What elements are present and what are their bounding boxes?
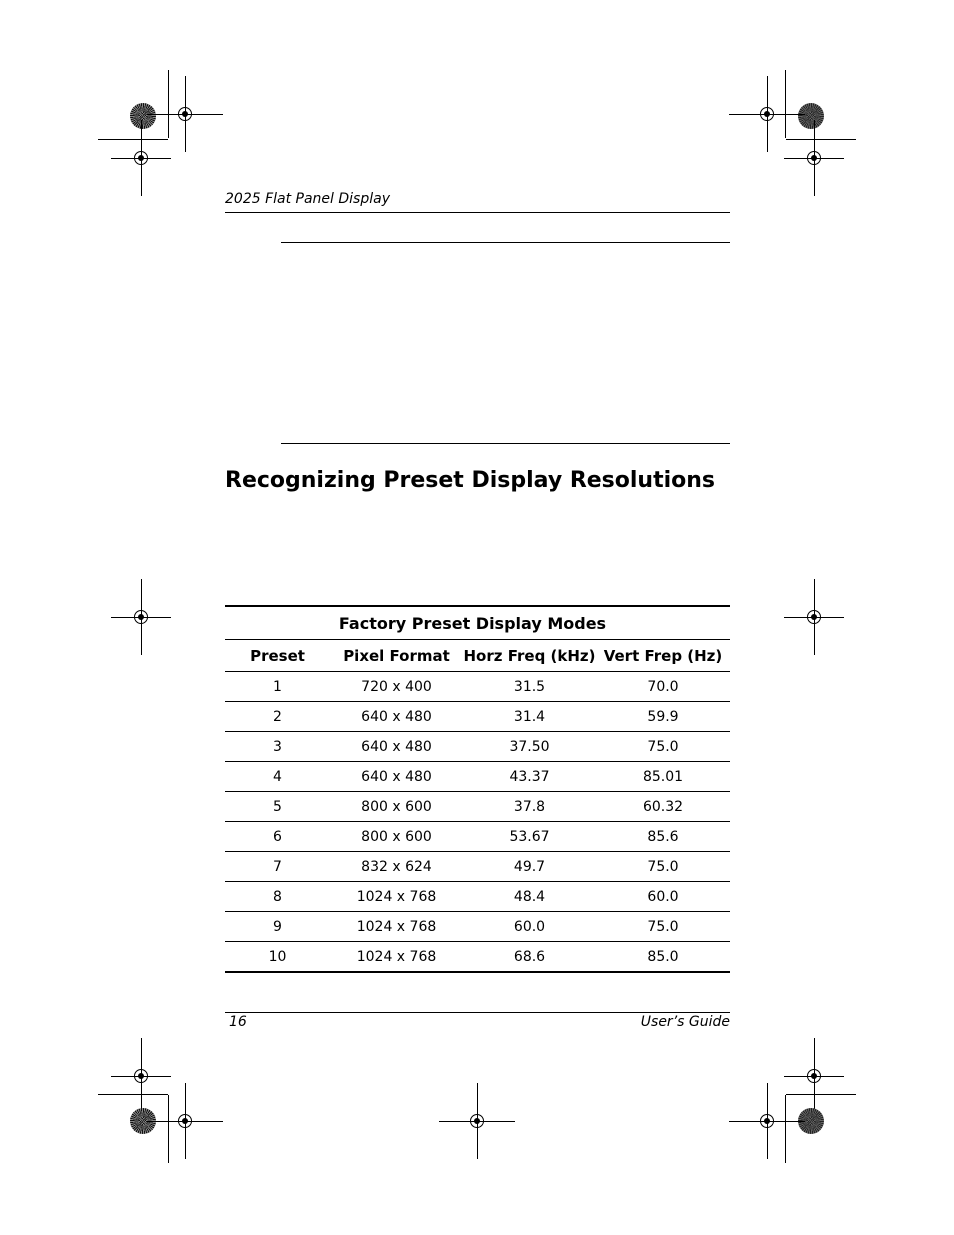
cell-preset: 6 — [225, 822, 330, 852]
cell-pixel-format: 640 x 480 — [330, 702, 463, 732]
cell-vert-freq: 60.0 — [596, 882, 730, 912]
cell-horz-freq: 31.4 — [463, 702, 596, 732]
guide-name: User’s Guide — [640, 1014, 730, 1030]
section-title: Recognizing Preset Display Resolutions — [225, 468, 716, 493]
column-header-vert-freq: Vert Frep (Hz) — [596, 640, 730, 672]
cell-preset: 8 — [225, 882, 330, 912]
table-row — [225, 672, 730, 702]
cell-horz-freq: 49.7 — [463, 852, 596, 882]
table-row — [225, 822, 730, 852]
sunburst-icon — [798, 103, 824, 129]
table-row — [225, 882, 730, 912]
cell-horz-freq: 37.8 — [463, 792, 596, 822]
table-header-row — [225, 640, 730, 672]
cell-pixel-format: 832 x 624 — [330, 852, 463, 882]
cell-vert-freq: 85.6 — [596, 822, 730, 852]
header-rule — [225, 212, 730, 213]
table-caption: Factory Preset Display Modes — [225, 606, 730, 640]
cell-pixel-format: 640 x 480 — [330, 732, 463, 762]
cell-preset: 10 — [225, 942, 330, 973]
table-row — [225, 912, 730, 942]
cell-vert-freq: 60.32 — [596, 792, 730, 822]
cell-preset: 2 — [225, 702, 330, 732]
cell-pixel-format: 1024 x 768 — [330, 912, 463, 942]
cell-vert-freq: 75.0 — [596, 732, 730, 762]
cell-vert-freq: 70.0 — [596, 672, 730, 702]
note-top-rule — [281, 242, 730, 243]
cell-preset: 4 — [225, 762, 330, 792]
table-row — [225, 792, 730, 822]
cell-horz-freq: 60.0 — [463, 912, 596, 942]
table-row — [225, 762, 730, 792]
cell-pixel-format: 640 x 480 — [330, 762, 463, 792]
cell-horz-freq: 48.4 — [463, 882, 596, 912]
cell-pixel-format: 1024 x 768 — [330, 882, 463, 912]
table-row — [225, 732, 730, 762]
cell-horz-freq: 31.5 — [463, 672, 596, 702]
cell-pixel-format: 800 x 600 — [330, 792, 463, 822]
cell-preset: 1 — [225, 672, 330, 702]
table-row — [225, 942, 730, 973]
cell-vert-freq: 75.0 — [596, 852, 730, 882]
cell-vert-freq: 75.0 — [596, 912, 730, 942]
sunburst-icon — [130, 103, 156, 129]
cell-preset: 9 — [225, 912, 330, 942]
preset-modes-table — [225, 605, 730, 973]
note-bottom-rule — [281, 443, 730, 444]
column-header-pixel-format: Pixel Format — [330, 640, 463, 672]
cell-horz-freq: 43.37 — [463, 762, 596, 792]
cell-pixel-format: 720 x 400 — [330, 672, 463, 702]
cell-pixel-format: 800 x 600 — [330, 822, 463, 852]
table-row — [225, 702, 730, 732]
cell-preset: 5 — [225, 792, 330, 822]
running-header: 2025 Flat Panel Display — [225, 191, 390, 207]
footer-rule — [225, 1012, 730, 1013]
table-row — [225, 852, 730, 882]
cell-horz-freq: 37.50 — [463, 732, 596, 762]
page-number: 16 — [229, 1014, 247, 1030]
column-header-horz-freq: Horz Freq (kHz) — [463, 640, 596, 672]
cell-preset: 7 — [225, 852, 330, 882]
cell-pixel-format: 1024 x 768 — [330, 942, 463, 973]
cell-preset: 3 — [225, 732, 330, 762]
column-header-preset: Preset — [225, 640, 330, 672]
cell-vert-freq: 85.0 — [596, 942, 730, 973]
cell-horz-freq: 68.6 — [463, 942, 596, 973]
cell-vert-freq: 59.9 — [596, 702, 730, 732]
cell-horz-freq: 53.67 — [463, 822, 596, 852]
cell-vert-freq: 85.01 — [596, 762, 730, 792]
